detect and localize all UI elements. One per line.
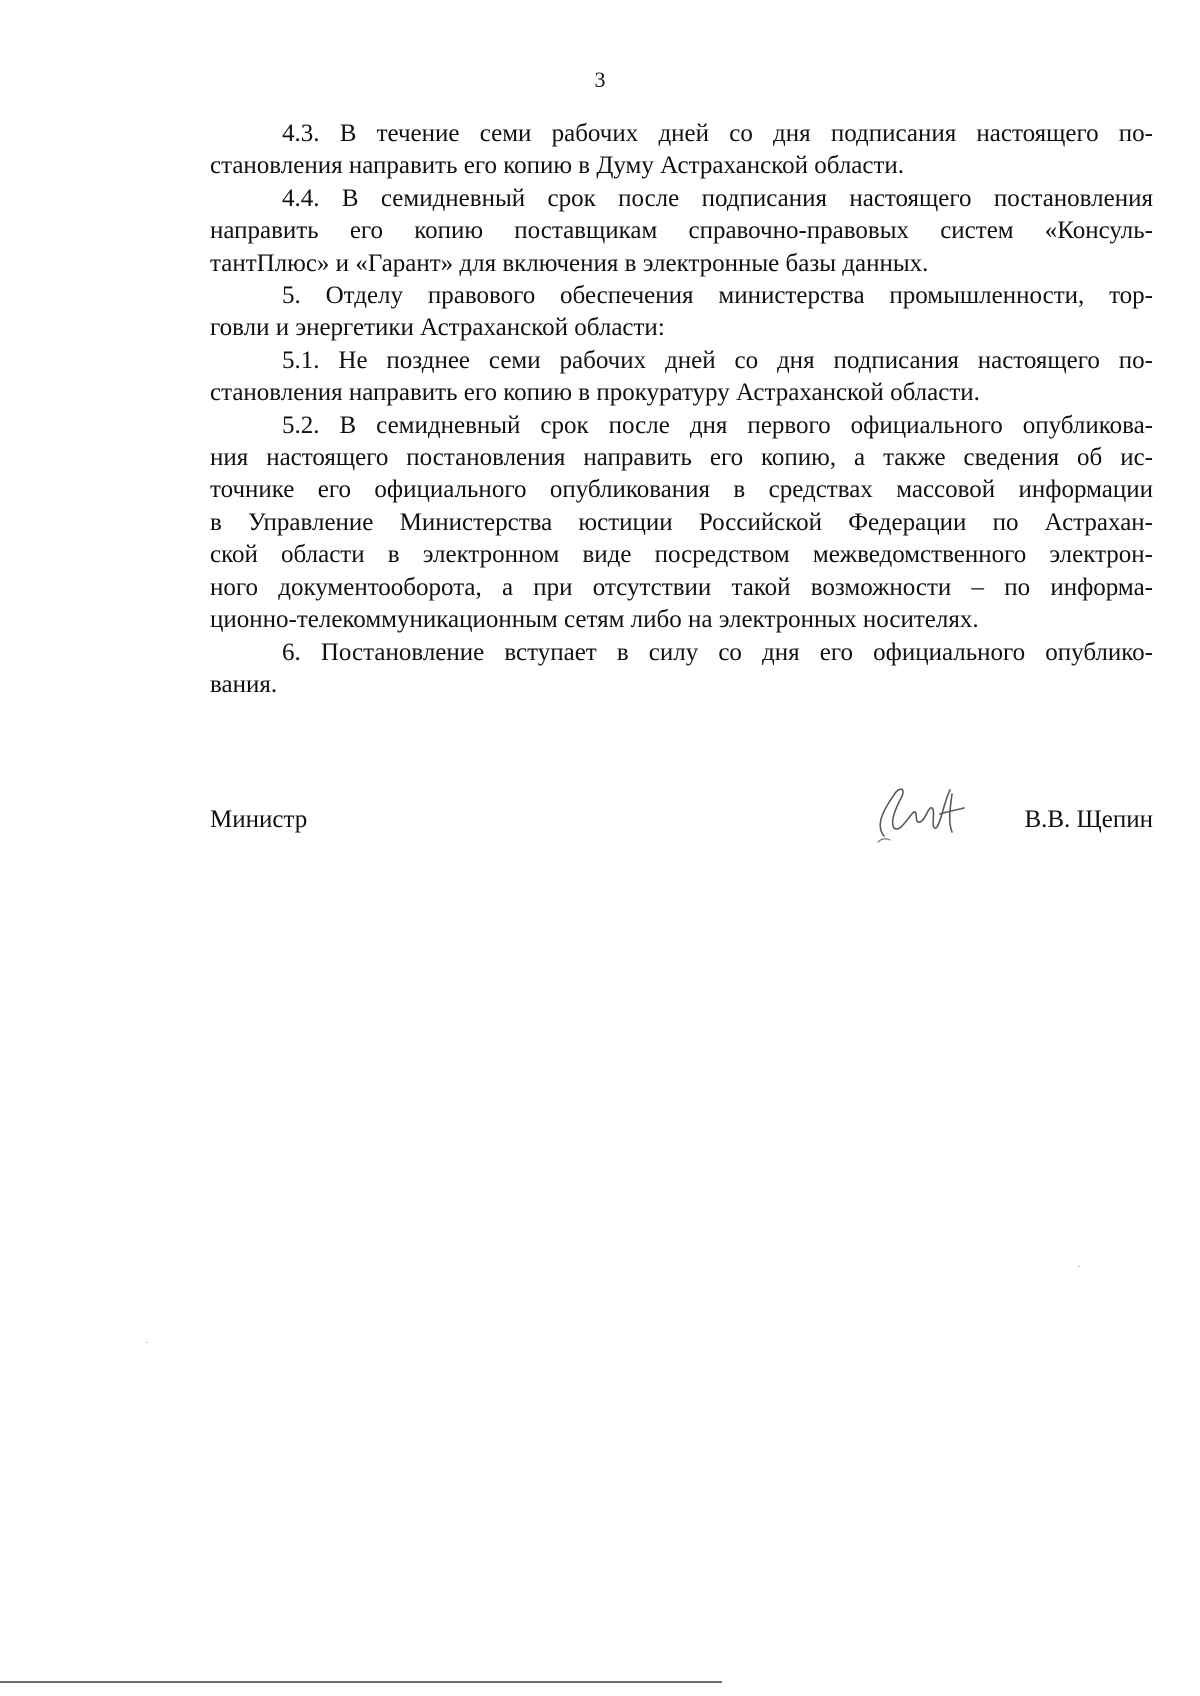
handwritten-signature (866, 784, 976, 848)
text-line: точнике его официального опубликования в средствах массовой информации (210, 476, 1153, 504)
scan-artifact (146, 1342, 148, 1343)
scan-edge-line (0, 1681, 722, 1683)
paragraph-6 (210, 637, 1153, 702)
text-line: становления направить его копию в Думу Астраханской области. (210, 152, 905, 180)
text-line: 5.1. Не позднее семи рабочих дней со дня подписания настоящего по- (282, 346, 1153, 374)
text-line: в Управление Министерства юстиции Российской Федерации по Астрахан- (210, 508, 1153, 536)
signatory-name: В.В. Щепин (1024, 806, 1153, 833)
text-line: говли и энергетики Астраханской области: (210, 314, 665, 342)
text-line: ционно-телекоммуникационным сетям либо на электронных носителях. (210, 606, 979, 634)
paragraph-5-2 (210, 410, 1153, 637)
text-line: направить его копию поставщикам справочно-правовых систем «Консуль- (210, 217, 1153, 245)
paragraph-4-3 (210, 118, 1153, 183)
text-line: 4.3. В течение семи рабочих дней со дня подписания настоящего по- (282, 120, 1153, 147)
signature-block (210, 784, 1153, 844)
signatory-position: Министр (210, 806, 308, 833)
text-line: ного документооборота, а при отсутствии такой возможности – по информа- (210, 573, 1153, 601)
document-body (210, 118, 1153, 701)
scan-artifact (1078, 1266, 1080, 1267)
text-line: ния настоящего постановления направить его копию, а также сведения об ис- (210, 444, 1153, 472)
paragraph-4-4 (210, 183, 1153, 280)
page-number: 3 (594, 67, 606, 92)
text-line: 6. Постановление вступает в силу со дня его официального опублико- (282, 638, 1153, 666)
text-line: вания. (210, 670, 278, 698)
text-line: 5. Отделу правового обеспечения министерства промышленности, тор- (282, 282, 1153, 310)
text-line: 5.2. В семидневный срок после дня первого официального опубликова- (282, 411, 1153, 439)
paragraph-5-1 (210, 345, 1153, 410)
paragraph-5 (210, 280, 1153, 345)
text-line: становления направить его копию в прокуратуру Астраханской области. (210, 379, 980, 407)
text-line: ской области в электронном виде посредством межведомственного электрон- (210, 541, 1153, 569)
text-line: 4.4. В семидневный срок после подписания настоящего постановления (282, 184, 1153, 212)
text-line: тантПлюс» и «Гарант» для включения в электронные базы данных. (210, 249, 929, 277)
